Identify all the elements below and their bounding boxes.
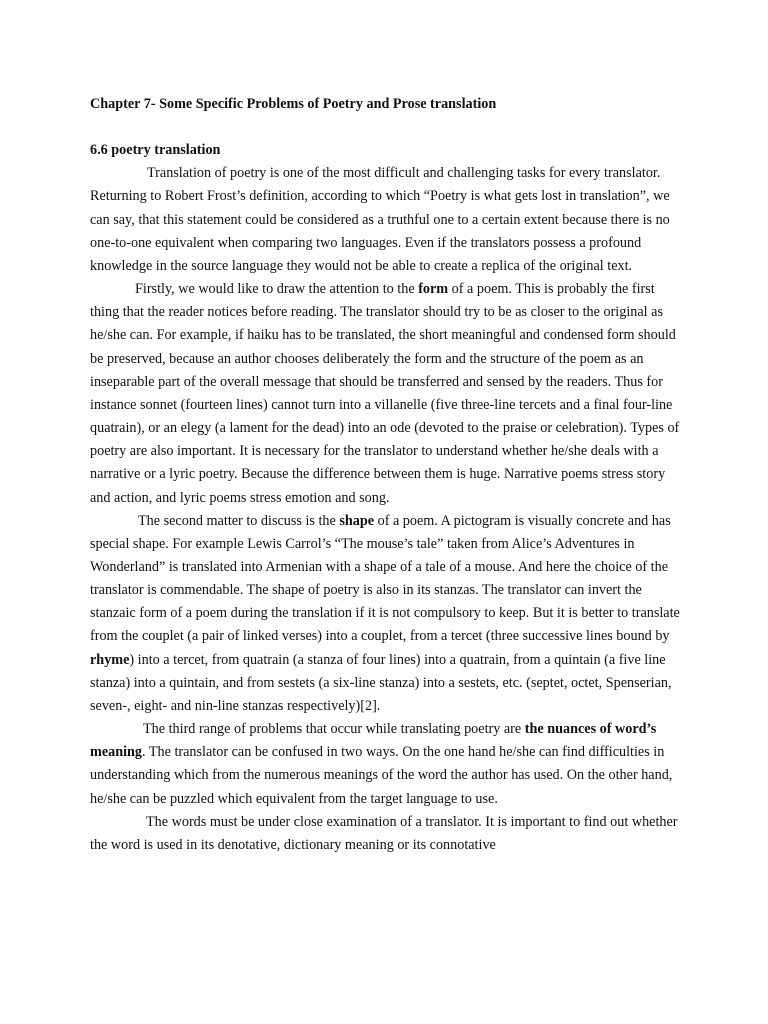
paragraph-shape: [90, 510, 682, 718]
paragraph-words: The words must be under close examination of a translator. It is important to find out whether the word is used in its denotative, dictionary meaning or its connotative: [90, 813, 678, 853]
paragraph-nuances: [90, 718, 682, 811]
section-heading: 6.6 poetry translation: [90, 142, 221, 159]
chapter-title: Chapter 7- Some Specific Problems of Poetry and Prose translation: [90, 96, 497, 112]
document-page: [90, 93, 682, 857]
paragraph-shape-text-rest: ) into a tercet, from quatrain (a stanza of four lines) into a quatrain, from a quintain (a five line stanza) into a quintain, and from sestets (a six-line stanza) into a sestets, etc. (septet, octet, Spenserian, seven-, eight- and nin-line stanzas respectively)[2].: [90, 651, 672, 714]
paragraph-form-text: Firstly, we would like to draw the attention to the: [135, 281, 419, 298]
paragraph-form-text-rest: of a poem. This is probably the first thing that the reader notices before reading. The translator should try to be as closer to the original as he/she can. For example, if haiku has to be translated, the short meaningful and condensed form should be preserved, because an author chooses deliberately the form and the structure of the poem as an inseparable part of the overall message that should be transferred and sensed by the readers. Thus for instance sonnet (fourteen lines) cannot turn into a villanelle (five three-line tercets and a final four-line quatrain), or an elegy (a lament for the dead) into an ode (devoted to the praise or celebration). Types of poetry are also important. It is necessary for the translator to understand whether he/she deals with a narrative or a lyric poetry. Because the difference between them is huge. Narrative poems stress story and action, and lyric poems stress emotion and song.: [90, 281, 680, 506]
term-nuances: the nuances of word’s meaning: [90, 721, 657, 761]
term-rhyme: rhyme: [90, 651, 130, 668]
paragraph-nuances-text: The third range of problems that occur while translating poetry are: [143, 721, 525, 738]
term-shape: shape: [339, 512, 375, 529]
paragraph-intro: Translation of poetry is one of the most difficult and challenging tasks for every translator. Returning to Robert Frost’s definition, according to which “Poetry is what gets lost in translation”, we can say, that this statement could be considered as a truthful one to a certain extent because there is no one-to-one equivalent when comparing two languages. Even if the translators possess a profound knowledge in the source language they would not be able to create a replica of the original text.: [90, 165, 670, 274]
paragraph-shape-text: The second matter to discuss is the: [138, 512, 340, 529]
paragraph-form: [90, 278, 682, 510]
term-form: form: [418, 281, 449, 298]
paragraph-nuances-text-rest: . The translator can be confused in two ways. On the one hand he/she can find difficulties in understanding which from the numerous meanings of the word the author has used. On the other hand, he/she can be puzzled which equivalent from the target language to use.: [90, 744, 673, 807]
paragraph-shape-text-middle: of a poem. A pictogram is visually concrete and has special shape. For example Lewis Carrol’s “The mouse’s tale” taken from Alice’s Adventures in Wonderland” is translated into Armenian with a shape of a tale of a mouse. And here the choice of the translator is commendable. The shape of poetry is also in its stanzas. The translator can invert the stanzaic form of a poem during the translation if it is not compulsory to keep. But it is better to translate from the couplet (a pair of linked verses) into a couplet, from a tercet (three successive lines bound by: [90, 512, 680, 645]
